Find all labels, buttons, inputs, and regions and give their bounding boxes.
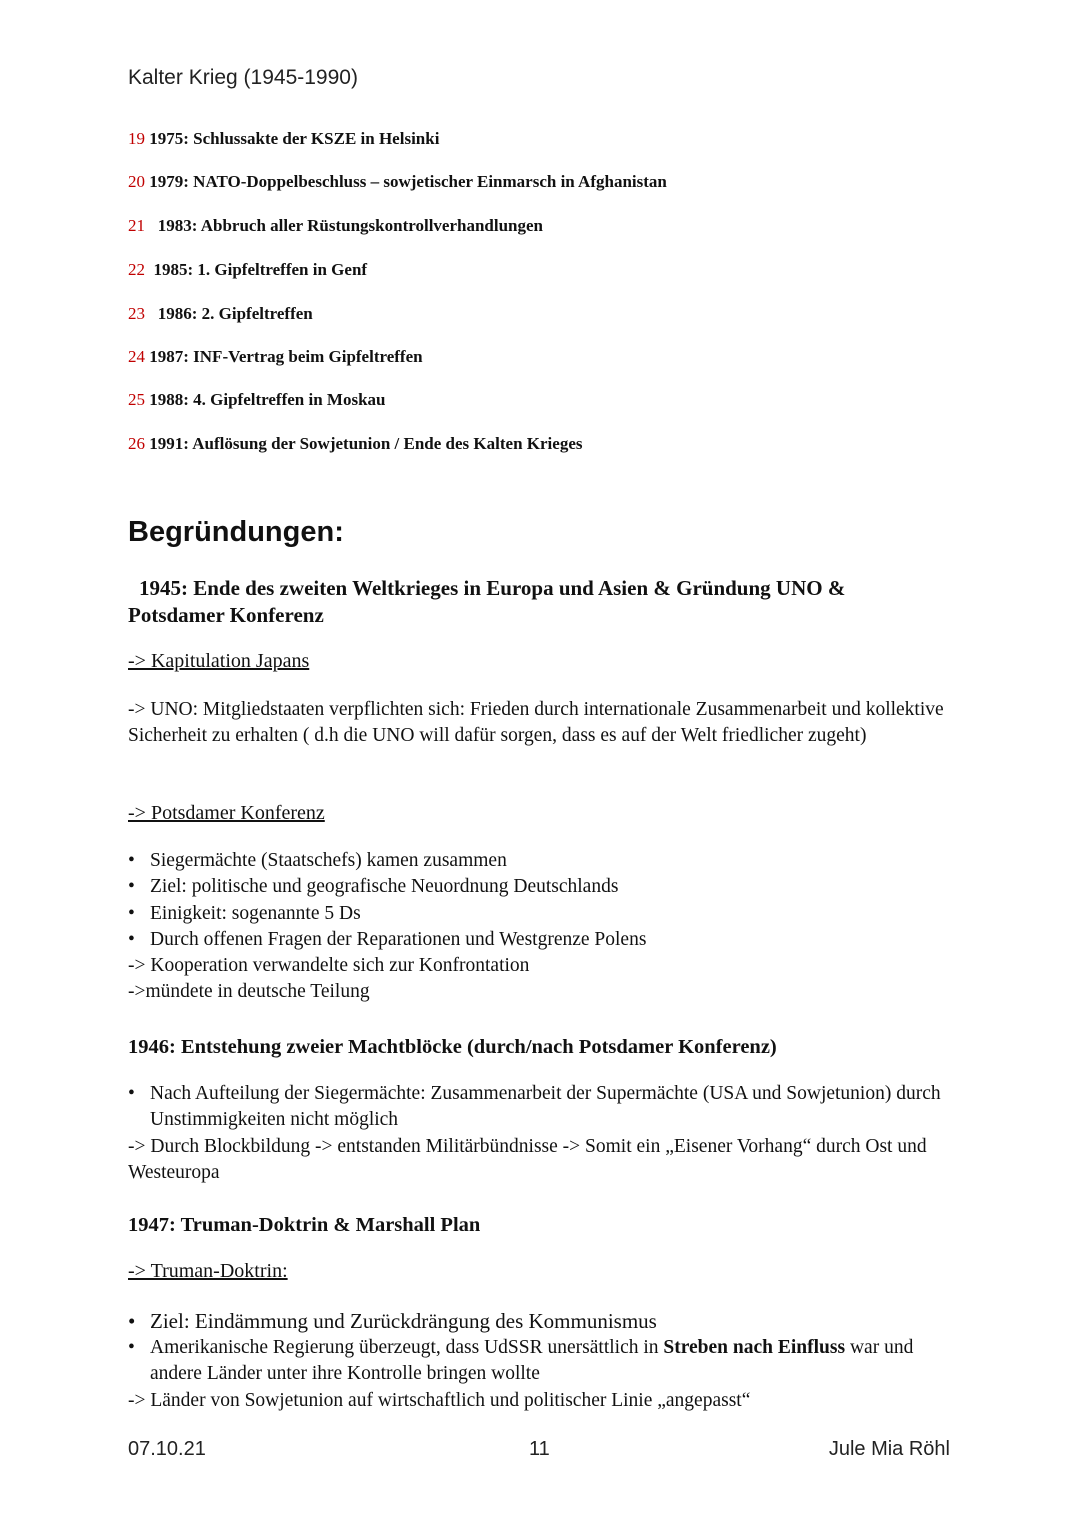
timeline-text: 1987: INF-Vertrag beim Gipfeltreffen bbox=[149, 347, 423, 366]
footer-date: 07.10.21 bbox=[128, 1438, 206, 1460]
timeline-number: 19 bbox=[128, 129, 145, 148]
section-title-1946: 1946: Entstehung zweier Machtblöcke (durch/nach Potsdamer Konferenz) bbox=[128, 1036, 777, 1058]
section-heading: Begründungen: bbox=[128, 516, 344, 548]
bullet-icon: • bbox=[128, 876, 135, 898]
timeline-text: 1983: Abbruch aller Rüstungskontrollverhandlungen bbox=[157, 216, 544, 235]
timeline-number: 21 bbox=[128, 216, 145, 235]
timeline-number: 20 bbox=[128, 172, 145, 191]
timeline-item bbox=[128, 260, 367, 280]
potsdam-block bbox=[128, 848, 958, 1006]
block-1946 bbox=[128, 1081, 958, 1186]
timeline-text: 1988: 4. Gipfeltreffen in Moskau bbox=[149, 390, 386, 409]
footer-page-number: 11 bbox=[529, 1438, 550, 1460]
timeline-item bbox=[128, 129, 439, 149]
list-item: • Siegermächte (Staatschefs) kamen zusammen bbox=[128, 848, 958, 874]
timeline-text: 1991: Auflösung der Sowjetunion / Ende des Kalten Krieges bbox=[149, 434, 583, 453]
bullet-icon: • bbox=[128, 1083, 135, 1104]
list-item: • Ziel: politische und geografische Neuordnung Deutschlands bbox=[128, 874, 958, 900]
timeline-item bbox=[128, 390, 386, 410]
timeline-text: 1985: 1. Gipfeltreffen in Genf bbox=[153, 260, 368, 279]
page-header-title: Kalter Krieg (1945-1990) bbox=[128, 66, 358, 89]
timeline-item bbox=[128, 216, 543, 236]
bullet-list-1946 bbox=[128, 1081, 958, 1134]
subheading-truman: -> Truman-Doktrin: bbox=[128, 1260, 288, 1282]
list-item: • Einigkeit: sogenannte 5 Ds bbox=[128, 901, 958, 927]
timeline-text: 1986: 2. Gipfeltreffen bbox=[157, 304, 313, 323]
section-title-1947: 1947: Truman-Doktrin & Marshall Plan bbox=[128, 1214, 481, 1236]
timeline-text: 1975: Schlussakte der KSZE in Helsinki bbox=[149, 129, 440, 148]
timeline-item bbox=[128, 304, 313, 324]
bullet-icon: • bbox=[128, 1309, 136, 1333]
timeline-item bbox=[128, 347, 423, 367]
arrow-line: ->mündete in deutsche Teilung bbox=[128, 981, 370, 1003]
bullet-icon: • bbox=[128, 850, 135, 871]
timeline-number: 25 bbox=[128, 390, 145, 409]
timeline-number: 22 bbox=[128, 260, 145, 279]
arrow-line: -> Länder von Sowjetunion auf wirtschaftlich und politischer Linie „angepasst“ bbox=[128, 1389, 751, 1411]
bullet-icon: • bbox=[128, 928, 135, 950]
bullet-icon: • bbox=[128, 1337, 135, 1358]
timeline-item bbox=[128, 434, 582, 454]
block-1947 bbox=[128, 1307, 958, 1414]
list-item: • Ziel: Eindämmung und Zurückdrängung des Kommunismus bbox=[128, 1309, 657, 1333]
list-item: • Nach Aufteilung der Siegermächte: Zusammenarbeit der Supermächte (USA und Sowjetunion) durch Unstimmigkeiten nicht möglich bbox=[128, 1083, 941, 1131]
footer-author: Jule Mia Röhl bbox=[828, 1438, 950, 1460]
list-item: • Durch offenen Fragen der Reparationen und Westgrenze Polens bbox=[128, 927, 958, 953]
arrow-line: -> Kooperation verwandelte sich zur Konfrontation bbox=[128, 955, 530, 977]
timeline-number: 24 bbox=[128, 347, 145, 366]
timeline-number: 23 bbox=[128, 304, 145, 323]
arrow-line: -> Durch Blockbildung -> entstanden Militärbündnisse -> Somit ein „Eisener Vorhang“ durch Ost und Westeuropa bbox=[128, 1135, 927, 1183]
timeline-number: 26 bbox=[128, 434, 145, 453]
bullet-icon: • bbox=[128, 902, 135, 924]
subheading-kapitulation: -> Kapitulation Japans bbox=[128, 650, 310, 672]
timeline-item bbox=[128, 172, 667, 192]
uno-paragraph: -> UNO: Mitgliedstaaten verpflichten sich: Frieden durch internationale Zusammenarbeit und kollektive Sicherheit zu erhalten ( d.h die UNO will dafür sorgen, dass es auf der Welt friedlicher zugeht) bbox=[128, 699, 944, 746]
bullet-list-1947 bbox=[128, 1307, 958, 1388]
subheading-potsdam: -> Potsdamer Konferenz bbox=[128, 802, 325, 824]
potsdam-bullet-list bbox=[128, 848, 958, 953]
section-title-1945: 1945: Ende des zweiten Weltkrieges in Europa und Asien & Gründung UNO & Potsdamer Konferenz bbox=[128, 576, 846, 627]
list-item: • Amerikanische Regierung überzeugt, dass UdSSR unersättlich in Streben nach Einfluss war und andere Länder unter ihre Kontrolle bringen wollte bbox=[128, 1337, 914, 1385]
emphasis-text: Streben nach Einfluss bbox=[663, 1337, 846, 1358]
timeline-text: 1979: NATO-Doppelbeschluss – sowjetischer Einmarsch in Afghanistan bbox=[149, 172, 667, 191]
